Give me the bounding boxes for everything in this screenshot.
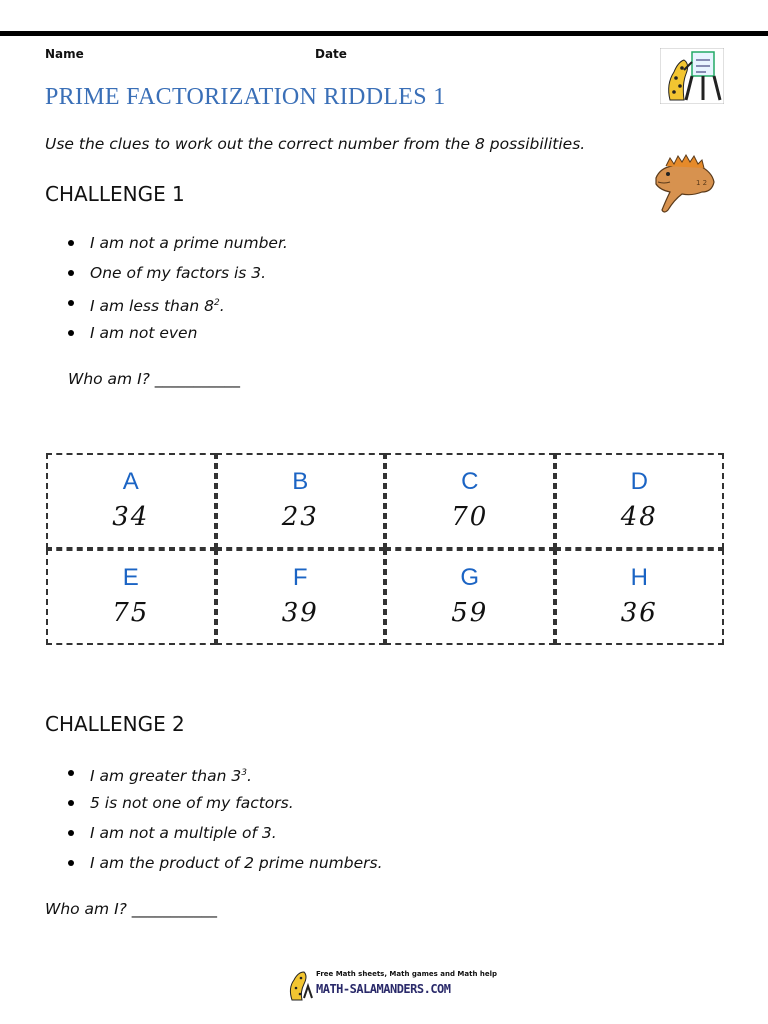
option-card-g: [385, 549, 555, 645]
footer-brand: MATH-SALAMANDERS.COM: [316, 982, 451, 996]
option-number: 48: [620, 502, 658, 532]
challenge2-answer-prompt: Who am I? ___________: [45, 900, 218, 918]
challenge1-clues: [66, 233, 288, 353]
clue-item: I am less than $8^2$.: [66, 293, 288, 323]
clue-item: One of my factors is 3.: [66, 263, 288, 293]
option-card-h: [555, 549, 725, 645]
option-card-d: [555, 453, 725, 549]
option-number: 70: [451, 502, 489, 532]
salamander-icon: [286, 968, 314, 1002]
option-letter: G: [460, 564, 480, 591]
option-number: 36: [620, 598, 658, 628]
option-card-a: [46, 453, 216, 549]
option-card-f: [216, 549, 386, 645]
clue-item: I am greater than $3^3$.: [66, 763, 383, 793]
option-letter: C: [461, 468, 479, 495]
top-rule: [0, 31, 768, 36]
option-card-e: [46, 549, 216, 645]
options-grid: [46, 453, 724, 645]
option-letter: D: [630, 468, 648, 495]
salamander-teacher-icon: [660, 48, 724, 104]
date-label: Date: [315, 47, 347, 61]
option-card-b: [216, 453, 386, 549]
option-letter: H: [630, 564, 648, 591]
option-number: 39: [281, 598, 319, 628]
clue-item: I am not even: [66, 323, 288, 353]
option-letter: A: [122, 468, 139, 495]
footer-logo: [286, 966, 498, 1006]
challenge1-heading: CHALLENGE 1: [45, 182, 185, 206]
clue-item: I am not a prime number.: [66, 233, 288, 263]
option-letter: B: [292, 468, 309, 495]
option-number: 23: [281, 502, 319, 532]
option-number: 59: [451, 598, 489, 628]
clue-item: I am the product of 2 prime numbers.: [66, 853, 383, 883]
option-number: 34: [112, 502, 150, 532]
svg-text:1 2: 1 2: [696, 179, 708, 187]
challenge1-answer-prompt: Who am I? ___________: [68, 370, 241, 388]
challenge2-heading: CHALLENGE 2: [45, 712, 185, 736]
footer-tagline: Free Math sheets, Math games and Math help: [316, 970, 498, 978]
clue-item: 5 is not one of my factors.: [66, 793, 383, 823]
name-label: Name: [45, 47, 84, 61]
option-letter: E: [122, 564, 139, 591]
option-number: 75: [112, 598, 150, 628]
challenge2-clues: [66, 763, 383, 883]
instructions: Use the clues to work out the correct number from the 8 possibilities.: [45, 135, 586, 153]
lizard-icon: [652, 152, 718, 218]
option-letter: F: [292, 564, 308, 591]
clue-item: I am not a multiple of 3.: [66, 823, 383, 853]
option-card-c: [385, 453, 555, 549]
page-title: PRIME FACTORIZATION RIDDLES 1: [45, 84, 446, 110]
